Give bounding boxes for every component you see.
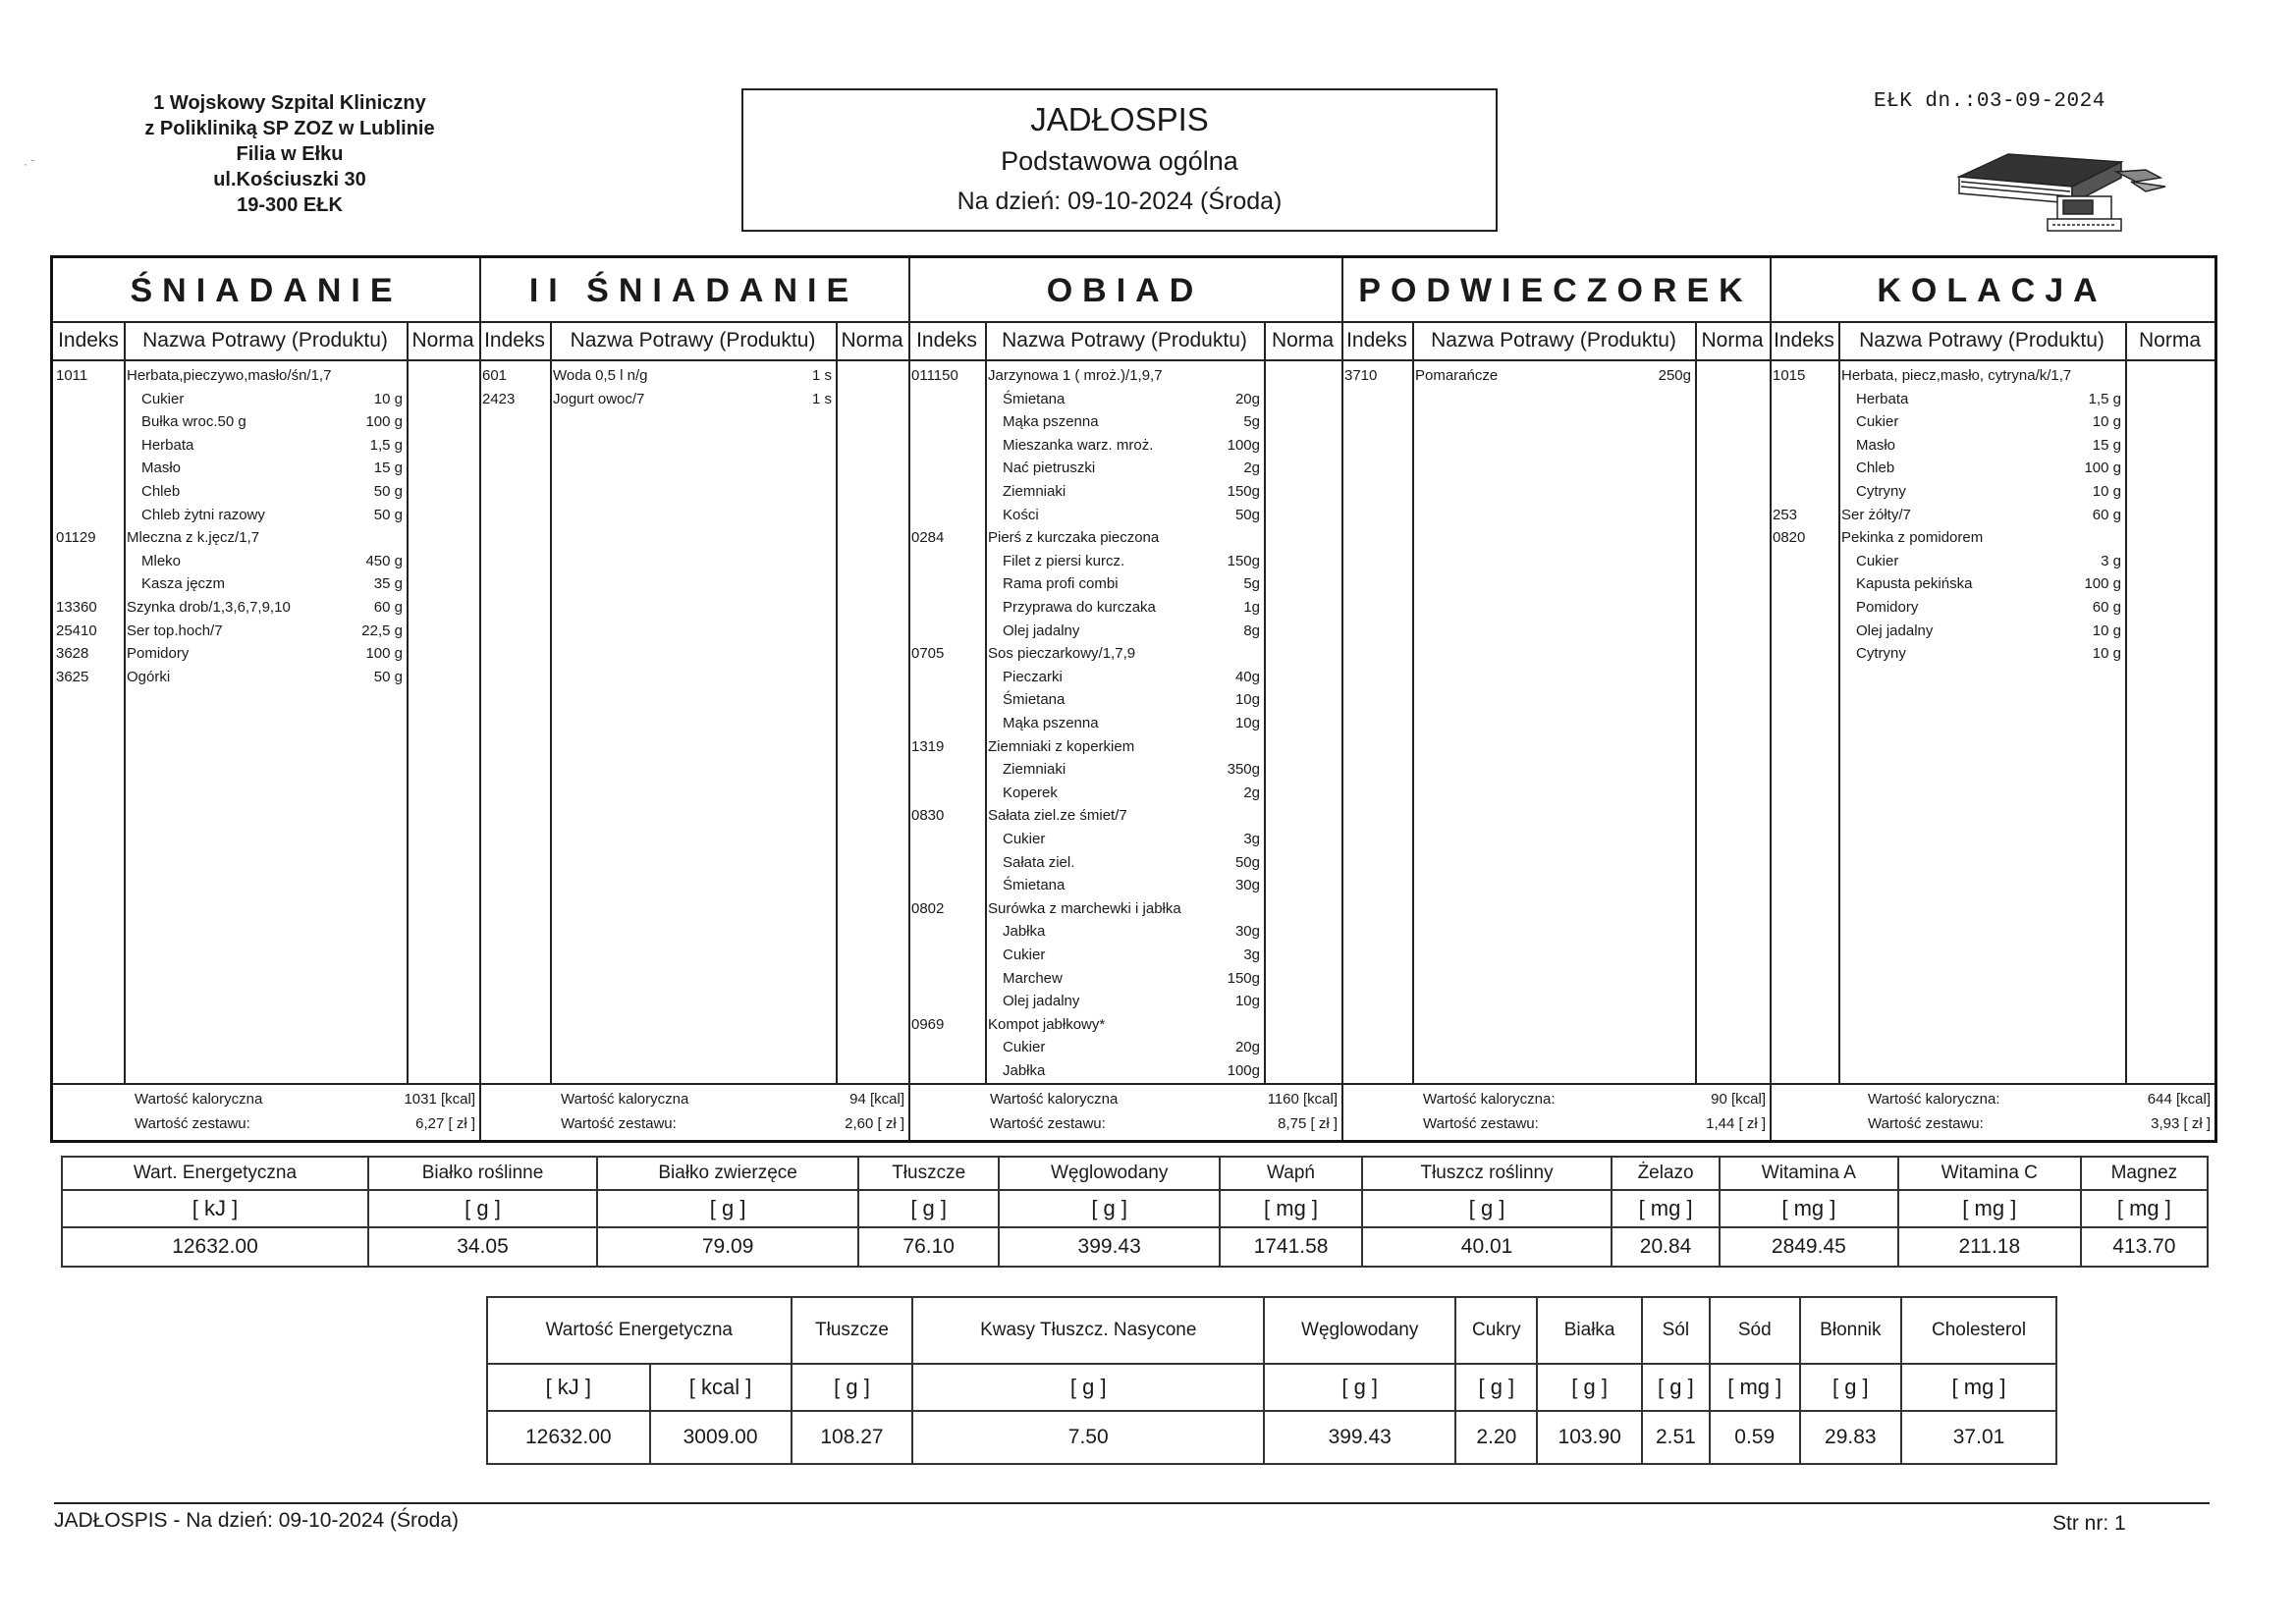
dish-name: Olej jadalny <box>1856 622 1934 639</box>
calories-value: 94 [kcal] <box>849 1091 904 1108</box>
meal-title: ŚNIADANIE <box>130 272 403 309</box>
nutrient-header: Wart. Energetyczna <box>62 1157 368 1190</box>
institution-line: ul.Kościuszki 30 <box>213 169 366 190</box>
dish-norm: 10g <box>1234 691 1260 709</box>
dish-name: Cukier <box>1856 552 1899 569</box>
dish-name: Cukier <box>1003 1039 1046 1056</box>
set-cost-value: 3,93 [ zł ] <box>2151 1115 2211 1132</box>
dish-name: Pieczarki <box>1003 668 1063 685</box>
nutrient-header: Sód <box>1710 1297 1800 1364</box>
nutrient-unit: [ g ] <box>1800 1364 1901 1411</box>
menu-table <box>50 255 2217 1143</box>
nutrient-header: Białko zwierzęce <box>597 1157 858 1190</box>
calories-label: Wartość kaloryczna <box>135 1091 263 1108</box>
dish-name: Sałata ziel.ze śmiet/7 <box>988 807 1127 825</box>
nutrition-values-row <box>62 1227 2208 1267</box>
nutrient-unit: [ kJ ] <box>62 1190 368 1227</box>
dish-name: Jogurt owoc/7 <box>553 390 645 407</box>
nutrition-table-label <box>486 1296 2057 1465</box>
dish-norm: 150g <box>1227 552 1260 569</box>
dish-norm: 60 g <box>2092 506 2121 523</box>
meal-title: PODWIECZOREK <box>1358 272 1753 309</box>
column-header-index: Indeks <box>1774 329 1834 352</box>
set-cost-label: Wartość zestawu: <box>1423 1115 1539 1132</box>
dish-name: Herbata <box>141 436 194 454</box>
dish-name: Olej jadalny <box>1003 622 1080 639</box>
column-header-name: Nazwa Potrawy (Produktu) <box>1431 329 1676 352</box>
nutrition-table-daily <box>61 1156 2209 1268</box>
dish-name: Olej jadalny <box>1003 993 1080 1010</box>
dish-name: Sałata ziel. <box>1003 853 1075 871</box>
set-cost-label: Wartość zestawu: <box>561 1115 677 1132</box>
dish-name: Rama profi combi <box>1003 575 1119 593</box>
column-header-index: Indeks <box>58 329 119 352</box>
dish-norm: 22,5 g <box>361 622 403 639</box>
nutrient-header: Kwasy Tłuszcz. Nasycone <box>912 1297 1264 1364</box>
nutrient-unit: [ g ] <box>1537 1364 1642 1411</box>
issue-stamp: EŁK dn.:03-09-2024 <box>1874 90 2105 113</box>
dish-name: Szynka drob/1,3,6,7,9,10 <box>127 599 291 616</box>
dish-norm: 10 g <box>2092 483 2121 500</box>
column-header-divider <box>53 359 2214 361</box>
dish-norm: 100g <box>1227 436 1260 454</box>
dish-norm: 15 g <box>373 460 403 477</box>
dish-norm: 20g <box>1234 1039 1260 1056</box>
nutrient-value: 1741.58 <box>1220 1227 1362 1267</box>
page-number: Str nr: 1 <box>2052 1512 2126 1535</box>
dish-norm: 150g <box>1227 483 1260 500</box>
calories-value: 644 [kcal] <box>2147 1091 2211 1108</box>
calories-label: Wartość kaloryczna: <box>1868 1091 2000 1108</box>
dish-index: 0820 <box>1773 529 1806 547</box>
dish-name: Pomidory <box>127 645 190 663</box>
nutrient-header: Białka <box>1537 1297 1642 1364</box>
calories-label: Wartość kaloryczna <box>561 1091 689 1108</box>
dish-norm: 40g <box>1234 668 1260 685</box>
dish-index: 1011 <box>56 367 88 384</box>
meal-title: OBIAD <box>1046 272 1204 309</box>
document-title: JADŁOSPIS <box>1030 101 1209 137</box>
nutrient-unit: [ kcal ] <box>650 1364 792 1411</box>
index-column-divider <box>1838 321 1840 1083</box>
dish-name: Pierś z kurczaka pieczona <box>988 529 1160 547</box>
dish-name: Mleczna z k.jęcz/1,7 <box>127 529 260 547</box>
nutrient-unit: [ g ] <box>999 1190 1220 1227</box>
nutrient-unit: [ kJ ] <box>487 1364 650 1411</box>
nutrient-header: Węglowodany <box>1264 1297 1455 1364</box>
column-header-index: Indeks <box>916 329 977 352</box>
dish-name: Mleko <box>141 552 182 569</box>
dish-norm: 10 g <box>373 390 403 407</box>
dish-name: Herbata <box>1856 390 1909 407</box>
column-header-norm: Norma <box>1271 329 1334 352</box>
dish-norm: 10 g <box>2092 413 2121 431</box>
dish-index: 01129 <box>56 529 96 547</box>
nutrient-unit: [ mg ] <box>1220 1190 1362 1227</box>
dish-norm: 15 g <box>2092 436 2121 454</box>
nutrient-unit: [ g ] <box>858 1190 999 1227</box>
dish-name: Filet z piersi kurcz. <box>1003 552 1125 569</box>
norm-column-divider <box>1264 321 1266 1083</box>
dish-norm: 35 g <box>373 575 403 593</box>
diet-type: Podstawowa ogólna <box>1001 146 1238 176</box>
nutrient-header: Tłuszcz roślinny <box>1362 1157 1613 1190</box>
dish-norm: 3g <box>1243 831 1260 847</box>
dish-norm: 30g <box>1234 923 1260 941</box>
dish-name: Mieszanka warz. mroż. <box>1003 436 1154 454</box>
dish-name: Śmietana <box>1003 691 1066 709</box>
dish-norm: 50g <box>1234 853 1260 871</box>
column-header-name: Nazwa Potrawy (Produktu) <box>570 329 816 352</box>
dish-name: Ser żółty/7 <box>1841 506 1911 523</box>
dish-name: Cytryny <box>1856 483 1906 500</box>
nutrient-value: 29.83 <box>1800 1411 1901 1464</box>
norm-column-divider <box>1695 321 1697 1083</box>
footer-title: JADŁOSPIS - Na dzień: 09-10-2024 (Środa) <box>54 1509 460 1532</box>
nutrient-value: 7.50 <box>912 1411 1264 1464</box>
nutrient-header: Żelazo <box>1612 1157 1720 1190</box>
dish-name: Chleb żytni razowy <box>141 506 265 523</box>
dish-index: 0284 <box>911 529 945 547</box>
nutrient-value: 12632.00 <box>487 1411 650 1464</box>
dish-norm: 2g <box>1243 460 1260 477</box>
index-column-divider <box>985 321 987 1083</box>
dish-norm: 100 g <box>365 413 403 431</box>
dish-index: 3625 <box>56 668 89 685</box>
dish-name: Ziemniaki <box>1003 761 1066 779</box>
nutrition-header-row <box>62 1157 2208 1190</box>
column-header-name: Nazwa Potrawy (Produktu) <box>1002 329 1247 352</box>
nutrient-unit: [ mg ] <box>1612 1190 1720 1227</box>
nutrient-header: Cholesterol <box>1901 1297 2056 1364</box>
dish-name: Bułka wroc.50 g <box>141 413 246 431</box>
meal-section-divider <box>479 258 481 1140</box>
dish-name: Kapusta pekińska <box>1856 575 1973 593</box>
footer-divider <box>54 1502 2210 1504</box>
calories-label: Wartość kaloryczna: <box>1423 1091 1556 1108</box>
dish-name: Ziemniaki z koperkiem <box>988 737 1135 755</box>
dish-index: 0802 <box>911 899 945 917</box>
nutrient-value: 103.90 <box>1537 1411 1642 1464</box>
nutrient-unit: [ g ] <box>597 1190 858 1227</box>
column-header-norm: Norma <box>1701 329 1764 352</box>
dish-norm: 100 g <box>2084 575 2121 593</box>
nutrient-value: 40.01 <box>1362 1227 1613 1267</box>
nutrient-header: Witamina A <box>1720 1157 1898 1190</box>
dish-name: Cukier <box>141 390 185 407</box>
meal-section-divider <box>1770 258 1772 1140</box>
dish-norm: 50 g <box>373 668 403 685</box>
dish-norm: 50 g <box>373 506 403 523</box>
dish-name: Kasza jęczm <box>141 575 226 593</box>
dish-norm: 3g <box>1243 947 1260 963</box>
dish-norm: 50 g <box>373 483 403 500</box>
dish-index: 3628 <box>56 645 89 663</box>
nutrient-value: 34.05 <box>368 1227 597 1267</box>
nutrient-value: 399.43 <box>999 1227 1220 1267</box>
nutrient-value: 0.59 <box>1710 1411 1800 1464</box>
nutrient-value: 37.01 <box>1901 1411 2056 1464</box>
dish-norm: 100g <box>1227 1062 1260 1079</box>
dish-name: Śmietana <box>1003 390 1066 407</box>
norm-column-divider <box>2125 321 2127 1083</box>
calories-value: 1160 [kcal] <box>1267 1091 1338 1108</box>
column-header-norm: Norma <box>411 329 474 352</box>
index-column-divider <box>124 321 126 1083</box>
nutrition-values-row <box>487 1411 2056 1464</box>
dish-index: 011150 <box>911 367 958 384</box>
nutrient-unit: [ mg ] <box>1710 1364 1800 1411</box>
computer-book-clipart-icon <box>1949 142 2180 236</box>
meal-section-divider <box>1341 258 1343 1140</box>
dish-index: 2423 <box>482 390 516 407</box>
dish-name: Cukier <box>1003 947 1046 963</box>
nutrient-header: Sól <box>1642 1297 1710 1364</box>
nutrient-unit: [ g ] <box>1264 1364 1455 1411</box>
dish-name: Ser top.hoch/7 <box>127 622 223 639</box>
set-cost-label: Wartość zestawu: <box>990 1115 1106 1132</box>
dish-name: Mąka pszenna <box>1003 413 1099 431</box>
dish-norm: 1 s <box>811 367 832 384</box>
set-cost-value: 8,75 [ zł ] <box>1278 1115 1338 1132</box>
column-header-norm: Norma <box>841 329 903 352</box>
dish-norm: 60 g <box>2092 599 2121 616</box>
set-cost-value: 1,44 [ zł ] <box>1706 1115 1766 1132</box>
nutrient-header: Tłuszcze <box>792 1297 913 1364</box>
set-cost-label: Wartość zestawu: <box>1868 1115 1984 1132</box>
column-header-index: Indeks <box>1346 329 1407 352</box>
nutrient-header: Witamina C <box>1898 1157 2081 1190</box>
dish-name: Kości <box>1003 506 1039 523</box>
dish-norm: 1g <box>1243 599 1260 616</box>
dish-name: Kompot jabłkowy* <box>988 1015 1106 1033</box>
nutrient-header: Magnez <box>2081 1157 2208 1190</box>
dish-norm: 150g <box>1227 969 1260 987</box>
title-box <box>741 88 1498 232</box>
nutrient-unit: [ g ] <box>792 1364 913 1411</box>
menu-date: Na dzień: 09-10-2024 (Środa) <box>957 188 1283 215</box>
dish-norm: 100 g <box>2084 460 2121 477</box>
institution-line: Filia w Ełku <box>236 143 344 165</box>
dish-index: 1015 <box>1773 367 1806 384</box>
meal-title: KOLACJA <box>1877 272 2107 309</box>
nutrient-unit: [ g ] <box>368 1190 597 1227</box>
nutrient-value: 12632.00 <box>62 1227 368 1267</box>
dish-norm: 100 g <box>365 645 403 663</box>
dish-name: Surówka z marchewki i jabłka <box>988 899 1181 917</box>
dish-index: 253 <box>1773 506 1798 523</box>
nutrient-header: Wartość Energetyczna <box>487 1297 792 1364</box>
nutrient-unit: [ mg ] <box>1901 1364 2056 1411</box>
nutrient-unit: [ g ] <box>1455 1364 1537 1411</box>
dish-name: Śmietana <box>1003 877 1066 894</box>
dish-index: 0830 <box>911 807 945 825</box>
nutrient-value: 2849.45 <box>1720 1227 1898 1267</box>
column-header-name: Nazwa Potrawy (Produktu) <box>142 329 388 352</box>
dish-norm: 20g <box>1234 390 1260 407</box>
set-cost-label: Wartość zestawu: <box>135 1115 250 1132</box>
column-header-name: Nazwa Potrawy (Produktu) <box>1859 329 2105 352</box>
dish-index: 0705 <box>911 645 945 663</box>
dish-name: Koperek <box>1003 784 1058 801</box>
column-header-index: Indeks <box>484 329 545 352</box>
nutrient-unit: [ g ] <box>1362 1190 1613 1227</box>
norm-column-divider <box>836 321 838 1083</box>
calories-value: 90 [kcal] <box>1711 1091 1766 1108</box>
dish-norm: 30g <box>1234 877 1260 894</box>
dish-name: Pomidory <box>1856 599 1919 616</box>
dish-norm: 60 g <box>373 599 403 616</box>
calories-value: 1031 [kcal] <box>404 1091 475 1108</box>
nutrient-value: 3009.00 <box>650 1411 792 1464</box>
dish-norm: 10 g <box>2092 645 2121 663</box>
dish-name: Sos pieczarkowy/1,7,9 <box>988 645 1136 663</box>
dish-index: 1319 <box>911 737 945 755</box>
index-column-divider <box>1412 321 1414 1083</box>
nutrient-value: 76.10 <box>858 1227 999 1267</box>
nutrient-header: Wapń <box>1220 1157 1362 1190</box>
dish-name: Cukier <box>1003 831 1046 847</box>
nutrient-header: Białko roślinne <box>368 1157 597 1190</box>
meal-section-divider <box>908 258 910 1140</box>
nutrient-value: 2.51 <box>1642 1411 1710 1464</box>
dish-name: Ziemniaki <box>1003 483 1066 500</box>
dish-name: Pekinka z pomidorem <box>1841 529 1984 547</box>
dish-name: Herbata,pieczywo,masło/śn/1,7 <box>127 367 332 384</box>
nutrient-value: 20.84 <box>1612 1227 1720 1267</box>
norm-column-divider <box>407 321 409 1083</box>
dish-index: 0969 <box>911 1015 945 1033</box>
dish-name: Jabłka <box>1003 923 1046 941</box>
dish-name: Nać pietruszki <box>1003 460 1096 477</box>
dish-name: Woda 0,5 l n/g <box>553 367 648 384</box>
meal-title: II ŚNIADANIE <box>528 272 859 309</box>
nutrient-value: 2.20 <box>1455 1411 1537 1464</box>
dish-name: Cukier <box>1856 413 1899 431</box>
nutrient-unit: [ mg ] <box>1720 1190 1898 1227</box>
institution-line: z Polikliniką SP ZOZ w Lublinie <box>144 118 435 139</box>
nutrient-value: 108.27 <box>792 1411 913 1464</box>
column-header-norm: Norma <box>2138 329 2201 352</box>
dish-index: 601 <box>482 367 508 384</box>
dish-norm: 1,5 g <box>2088 390 2121 407</box>
nutrition-units-row <box>62 1190 2208 1227</box>
nutrition-header-row <box>487 1297 2056 1364</box>
dish-name: Herbata, piecz,masło, cytryna/k/1,7 <box>1841 367 2072 384</box>
nutrient-unit: [ mg ] <box>2081 1190 2208 1227</box>
dish-norm: 8g <box>1243 622 1260 639</box>
nutrient-value: 211.18 <box>1898 1227 2081 1267</box>
dish-name: Chleb <box>1856 460 1895 477</box>
dish-norm: 5g <box>1243 575 1260 593</box>
nutrient-unit: [ mg ] <box>1898 1190 2081 1227</box>
dish-norm: 5g <box>1243 413 1260 431</box>
set-cost-value: 6,27 [ zł ] <box>415 1115 475 1132</box>
dish-norm: 1 s <box>811 390 832 407</box>
dish-index: 3710 <box>1344 367 1378 384</box>
dish-name: Jabłka <box>1003 1062 1046 1079</box>
institution-line: 1 Wojskowy Szpital Kliniczny <box>153 92 426 114</box>
set-cost-value: 2,60 [ zł ] <box>845 1115 904 1132</box>
dish-name: Ogórki <box>127 668 171 685</box>
nutrition-units-row <box>487 1364 2056 1411</box>
nutrient-unit: [ g ] <box>1642 1364 1710 1411</box>
nutrient-unit: [ g ] <box>912 1364 1264 1411</box>
index-column-divider <box>550 321 552 1083</box>
nutrient-header: Węglowodany <box>999 1157 1220 1190</box>
dish-norm: 1,5 g <box>369 436 403 454</box>
dish-norm: 3 g <box>2101 552 2121 569</box>
dish-norm: 450 g <box>365 552 403 569</box>
dish-name: Masło <box>141 460 182 477</box>
calories-label: Wartość kaloryczna <box>990 1091 1119 1108</box>
dish-index: 25410 <box>56 622 97 639</box>
dish-name: Przyprawa do kurczaka <box>1003 599 1156 616</box>
dish-norm: 2g <box>1243 784 1260 801</box>
totals-divider <box>53 1083 2214 1085</box>
dish-name: Cytryny <box>1856 645 1906 663</box>
nutrient-value: 79.09 <box>597 1227 858 1267</box>
scan-speck: · ˉ <box>24 157 35 171</box>
nutrient-header: Tłuszcze <box>858 1157 999 1190</box>
dish-name: Jarzynowa 1 ( mroż.)/1,9,7 <box>988 367 1163 384</box>
dish-norm: 10g <box>1234 715 1260 731</box>
dish-name: Masło <box>1856 436 1896 454</box>
dish-index: 13360 <box>56 599 97 616</box>
dish-name: Pomarańcze <box>1415 367 1499 384</box>
dish-name: Chleb <box>141 483 181 500</box>
institution-address <box>88 90 491 218</box>
nutrient-header: Cukry <box>1455 1297 1537 1364</box>
dish-norm: 350g <box>1227 761 1260 779</box>
dish-norm: 50g <box>1234 506 1260 523</box>
dish-name: Marchew <box>1003 969 1063 987</box>
nutrient-header: Błonnik <box>1800 1297 1901 1364</box>
dish-name: Mąka pszenna <box>1003 715 1099 731</box>
dish-norm: 250g <box>1658 367 1691 384</box>
nutrient-value: 413.70 <box>2081 1227 2208 1267</box>
institution-line: 19-300 EŁK <box>237 194 343 216</box>
nutrient-value: 399.43 <box>1264 1411 1455 1464</box>
dish-norm: 10 g <box>2092 622 2121 639</box>
dish-norm: 10g <box>1234 993 1260 1010</box>
